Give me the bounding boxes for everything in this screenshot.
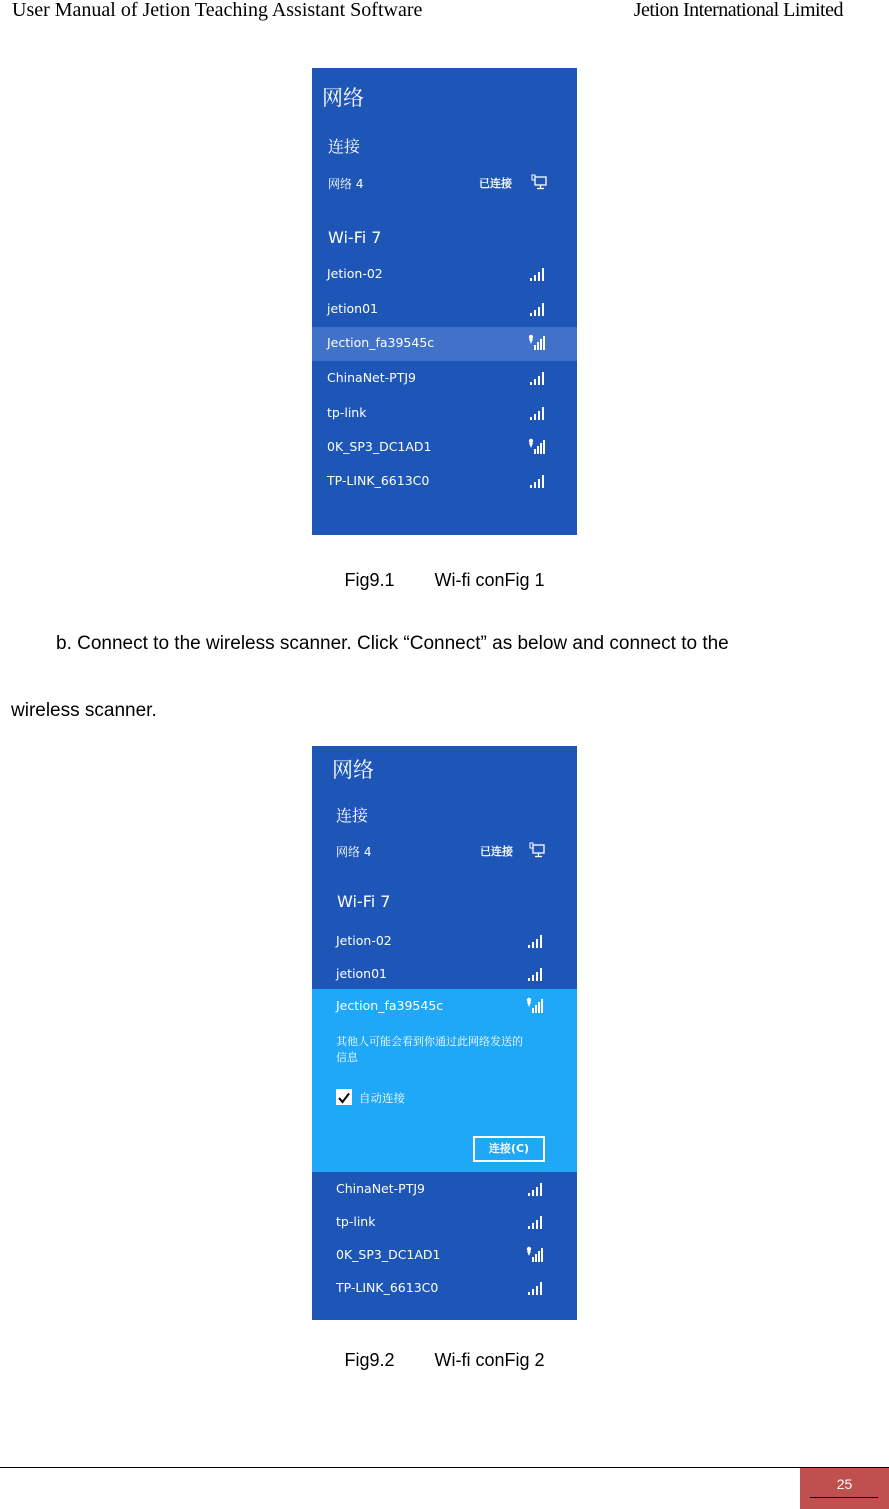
connections-heading: 连接 — [328, 137, 361, 156]
wifi-network-item[interactable] — [312, 397, 577, 431]
instruction-line-1: b. Connect to the wireless scanner. Click “Connect” as below and connect to the — [56, 633, 729, 654]
signal-icon — [524, 1279, 546, 1297]
signal-icon — [526, 404, 548, 422]
wifi-network-item-selected[interactable] — [312, 327, 577, 361]
checkmark-icon — [337, 1091, 351, 1105]
page-number: 25 — [836, 1476, 853, 1492]
page-header — [0, 0, 889, 30]
security-warning-line-2: 信息 — [336, 1051, 358, 1064]
wifi-network-name: TP-LINK_6613C0 — [327, 473, 430, 488]
connected-status: 已连接 — [479, 177, 512, 190]
wifi-network-name: jetion01 — [336, 966, 388, 981]
auto-connect-checkbox[interactable] — [336, 1089, 352, 1105]
wifi-network-item[interactable] — [312, 258, 577, 292]
secured-signal-icon — [526, 438, 548, 456]
wifi-network-item[interactable] — [312, 925, 577, 959]
wifi-network-name: 0K_SP3_DC1AD1 — [336, 1247, 441, 1262]
expanded-network-item[interactable] — [312, 989, 577, 1172]
wired-network-icon — [531, 174, 547, 190]
wired-network-icon — [529, 842, 545, 858]
wired-network-label[interactable]: 网络 4 — [328, 177, 364, 191]
page-number-underline — [810, 1497, 878, 1498]
wifi-heading: Wi-Fi 7 — [328, 228, 382, 247]
signal-icon — [526, 472, 548, 490]
figure-1-caption — [0, 570, 889, 591]
wifi-network-item[interactable] — [312, 362, 577, 396]
wifi-network-item[interactable] — [312, 1173, 577, 1207]
footer-rule — [0, 1467, 889, 1468]
wifi-network-name: Jection_fa39545c — [327, 335, 435, 350]
wifi-heading: Wi-Fi 7 — [337, 892, 391, 911]
figure-1-number: Fig9.1 — [344, 570, 395, 590]
signal-icon — [526, 265, 548, 283]
wifi-network-name: ChinaNet-PTJ9 — [327, 370, 416, 385]
figure-1-title: Wi-fi conFig 1 — [434, 570, 545, 590]
connections-heading: 连接 — [336, 806, 369, 825]
signal-icon — [524, 965, 546, 983]
figure-2-title: Wi-fi conFig 2 — [434, 1350, 545, 1370]
wifi-network-name: Jetion-02 — [327, 266, 383, 281]
wifi-network-item[interactable] — [312, 1272, 577, 1306]
network-flyout-2 — [312, 746, 577, 1320]
connect-button[interactable]: 连接(C) — [473, 1136, 545, 1162]
signal-icon — [524, 1180, 546, 1198]
wifi-network-name: Jetion-02 — [336, 933, 392, 948]
network-flyout-1 — [312, 68, 577, 535]
security-warning — [336, 1034, 556, 1066]
header-company: Jetion International Limited — [633, 0, 843, 21]
wifi-network-item[interactable] — [312, 1206, 577, 1240]
figure-2-number: Fig9.2 — [344, 1350, 395, 1370]
page-number-box — [800, 1468, 889, 1509]
wifi-network-name: jetion01 — [327, 301, 379, 316]
wifi-network-name: tp-link — [327, 405, 367, 420]
secured-signal-icon — [524, 997, 546, 1015]
signal-icon — [524, 932, 546, 950]
wifi-network-item[interactable] — [312, 465, 577, 499]
flyout-title: 网络 — [332, 758, 374, 782]
wifi-network-name: Jection_fa39545c — [336, 998, 444, 1013]
instruction-line-2: wireless scanner. — [11, 700, 157, 721]
wifi-network-name: tp-link — [336, 1214, 376, 1229]
secured-signal-icon — [526, 334, 548, 352]
secured-signal-icon — [524, 1246, 546, 1264]
signal-icon — [524, 1213, 546, 1231]
auto-connect-label: 自动连接 — [359, 1091, 405, 1105]
connected-status: 已连接 — [480, 845, 513, 858]
wifi-network-item[interactable] — [312, 1239, 577, 1273]
wifi-network-item[interactable] — [312, 958, 577, 992]
header-manual-title: User Manual of Jetion Teaching Assistant Software — [12, 0, 423, 21]
wifi-network-name: TP-LINK_6613C0 — [336, 1280, 439, 1295]
wifi-network-name: 0K_SP3_DC1AD1 — [327, 439, 432, 454]
security-warning-line-1: 其他人可能会看到你通过此网络发送的 — [336, 1035, 523, 1048]
signal-icon — [526, 300, 548, 318]
signal-icon — [526, 369, 548, 387]
figure-2-caption — [0, 1350, 889, 1371]
wifi-network-item[interactable] — [312, 293, 577, 327]
wifi-network-name: ChinaNet-PTJ9 — [336, 1181, 425, 1196]
wired-network-label[interactable]: 网络 4 — [336, 845, 372, 859]
wifi-network-item[interactable] — [312, 431, 577, 465]
flyout-title: 网络 — [322, 86, 364, 110]
